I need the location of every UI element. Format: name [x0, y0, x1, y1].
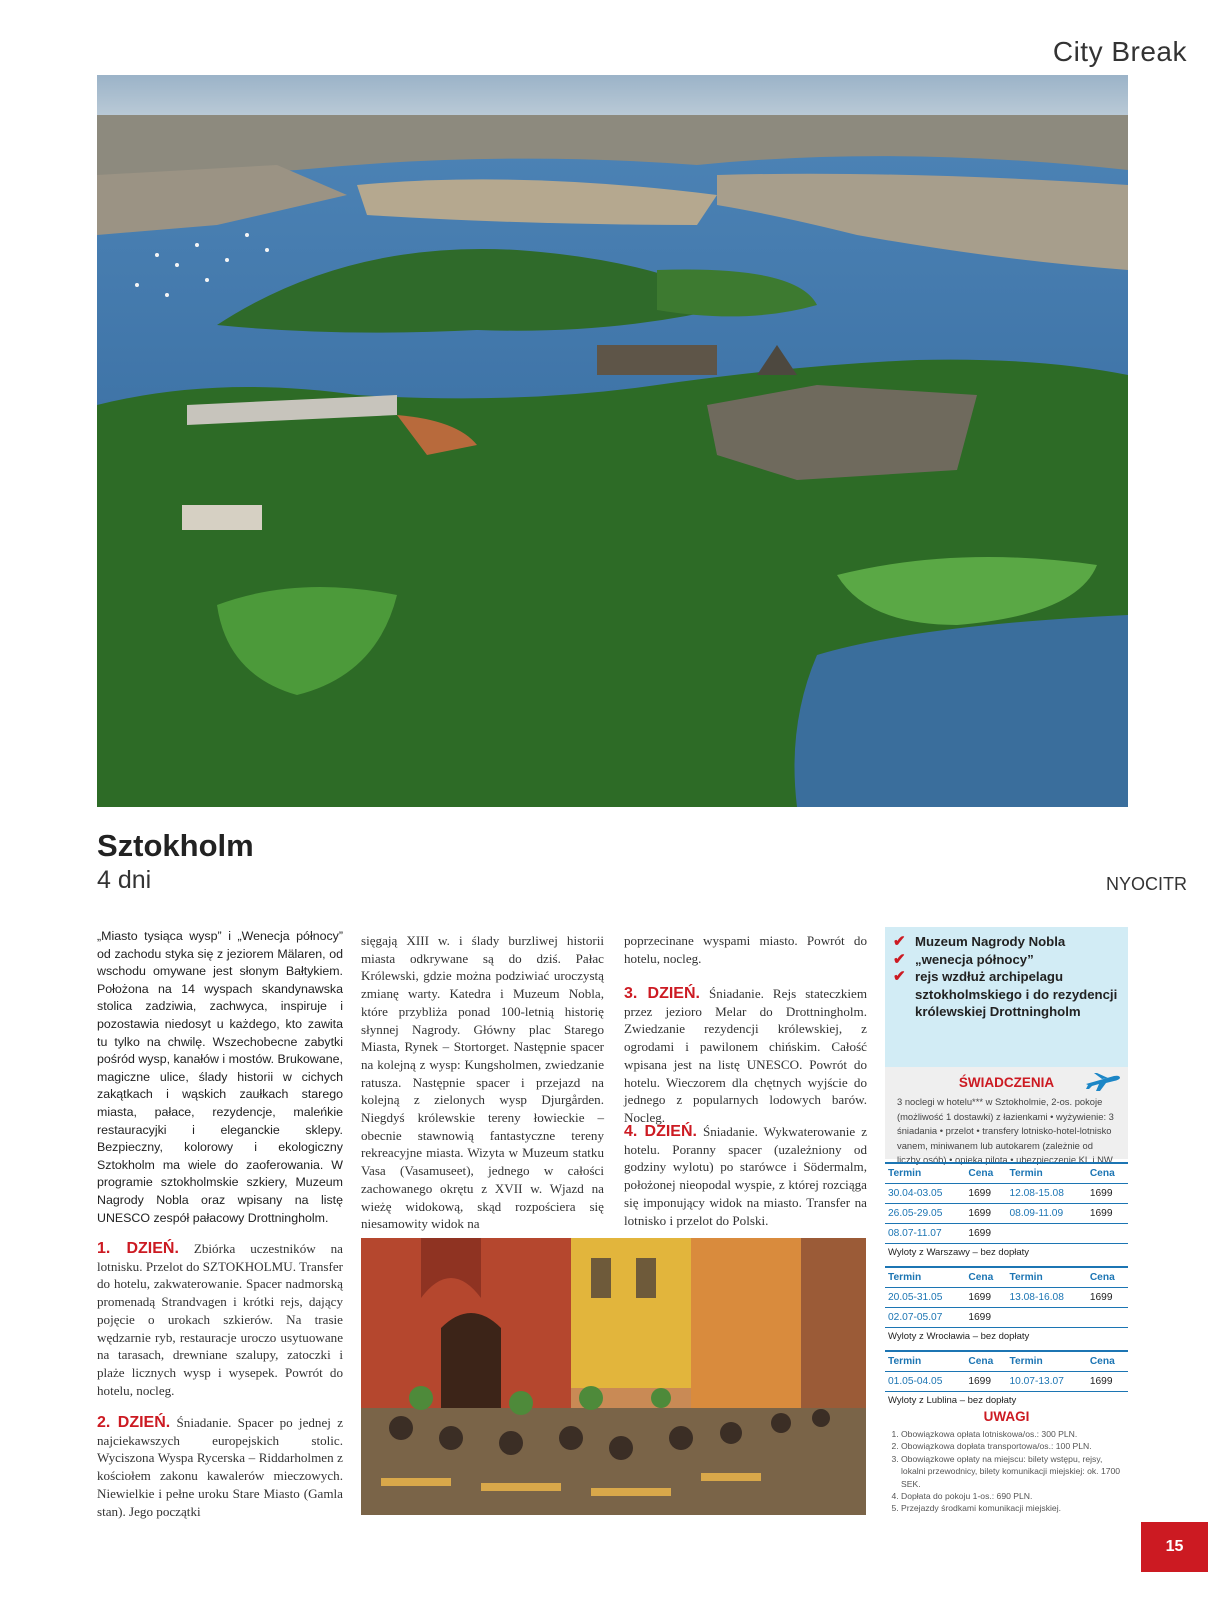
remarks-list [885, 1428, 1128, 1515]
day-2-text: Śniadanie. Spacer po jednej z najciekawszych europejskich stolic. Wyciszona Wyspa Rycerska – Riddarholmen z kościołem zakonu kawalerów mieczowych. Niewielkie i pełne uroku Stare Miasto (Gamla stan). Jego początki [97, 1415, 344, 1519]
services-title: ŚWIADCZENIA [958, 1075, 1055, 1090]
day-2-heading: 2. DZIEŃ. [97, 1414, 171, 1431]
day-3-text: Śniadanie. Rejs stateczkiem przez jezioro Melar do Drottningholm. Zwiedzanie rezydencji królewskiej, z ogrodami i pawilonem chińskim. Całość wpisana jest na listę UNESCO. Powrót do hotelu. Wieczorem dla chętnych wyjście do jednego z popularnych lodowych barów. Nocleg. [624, 986, 868, 1125]
stockholm-aerial-photo [97, 75, 1128, 807]
table-row: 01.05-04.05 1699 10.07-13.07 1699 [885, 1372, 1128, 1392]
tour-title: Sztokholm [97, 828, 254, 863]
departure-note: Wyloty z Wrocławia – bez dopłaty [888, 1331, 1030, 1342]
check-icon: ✔ [893, 950, 906, 968]
highlight-item: ✔ rejs wzdłuż archipelagu sztokholmskiego i do rezydencji królewskiej Drottningholm [893, 968, 1118, 1020]
table-row: 02.07-05.07 1699 [885, 1308, 1128, 1328]
list-item: 3. Obowiązkowe opłaty na miejscu: bilety wstępu, rejsy, lokalni przewodnicy, bilety komunikacji miejskiej: ok. 1700 SEK. [901, 1453, 1128, 1490]
table-row: 08.07-11.07 1699 [885, 1224, 1128, 1244]
list-item: 2. Obowiązkowa dopłata transportowa/os.: 100 PLN. [901, 1440, 1128, 1452]
highlights-box [885, 927, 1128, 1067]
day-1-heading: 1. DZIEŃ. [97, 1240, 179, 1257]
table-row: 20.05-31.05 1699 13.08-16.08 1699 [885, 1288, 1128, 1308]
price-header-row: Termin Cena Termin Cena [885, 1351, 1128, 1372]
day-4 [624, 1123, 867, 1229]
price-table-lublin [885, 1350, 1128, 1409]
old-town-cafe-photo [361, 1238, 866, 1515]
day-4-text: Śniadanie. Wykwaterowanie z hotelu. Poranny spacer (uzależniony od godziny wylotu) po starówce i Södermalm, położonej nieopodal wyspie, z której rozciąga się imponujący widok na miasto. Transfer na lotnisko i przelot do Polski. [624, 1124, 868, 1228]
departure-note: Wyloty z Warszawy – bez dopłaty [888, 1247, 1030, 1258]
list-item: 5. Przejazdy środkami komunikacji miejskiej. [901, 1502, 1128, 1514]
price-header-row: Termin Cena Termin Cena [885, 1163, 1128, 1184]
day-3-heading: 3. DZIEŃ. [624, 985, 700, 1002]
tour-duration: 4 dni [97, 866, 152, 894]
price-table-wroclaw [885, 1266, 1128, 1345]
intro-text: „Miasto tysiąca wysp” i „Wenecja północy” od zachodu styka się z jeziorem Mälaren, od wschodu omywane jest słonym Bałtykiem. Położona na 14 wyspach skandynawska stolica zadziwia, zachwyca, inspiruje i pozostawia niedosyt u każdego, kto zawita tu tylko na chwilę. Wszechobecne zabytki pośród wysp, kanałów i mostów. Brukowane, magiczne ulice, ślady historii w cichych zakątkach i wąskich zaułkach starego miasta, pałace, rezydencje, maleńkie restauracyjki i eleganckie sklepy. Bezpieczny, kolorowy i ekologiczny Sztokholm ma wiele do zaoferowania. W programie sztokholmskie szkiery, Muzeum Nagrody Nobla oraz wpisany na listę UNESCO zespół pałacowy Drottningholm. [97, 929, 343, 1225]
day-3 [624, 985, 867, 1127]
check-icon: ✔ [893, 933, 906, 950]
services-box [885, 1067, 1128, 1165]
day-2 [97, 1414, 343, 1520]
check-icon: ✔ [893, 968, 906, 986]
list-item: 4. Dopłata do pokoju 1-os.: 690 PLN. [901, 1490, 1128, 1502]
day-1 [97, 1240, 343, 1399]
highlight-item: ✔ Muzeum Nagrody Nobla [893, 933, 1066, 950]
price-table-warszawa [885, 1162, 1128, 1261]
table-row: 30.04-03.05 1699 12.08-15.08 1699 [885, 1184, 1128, 1204]
day-2-end: poprzecinane wyspami miasto. Powrót do hotelu, nocleg. [624, 933, 867, 966]
tour-code: NYOCITR [1106, 874, 1187, 894]
services-text: 3 noclegi w hotelu*** w Sztokholmie, 2-os. pokoje (możliwość 1 dostawki) z łazienkami • wyżywienie: 3 śniadania • przelot • transfery lotnisko-hotel-lotnisko vanem, miniwanem lub autokarem (zależnie od liczby osób) • opieka pilota • ubezpieczenie KL i NW [897, 1096, 1114, 1165]
section-label: City Break [1052, 36, 1187, 67]
remarks-title: UWAGI [983, 1409, 1030, 1424]
day-2-continued: sięgają XIII w. i ślady burzliwej historii miasta odkrywane są do dziś. Pałac Królewski, gdzie można podziwiać uroczystą zmianę warty. Katedra i Muzeum Nobla, które przybliża ponad 100-letnią historię słynnej Nagrody. Główny plac Starego Miasta, Rynek – Stortorget. Następnie spacer na kolejną z wysp: Kungsholmen, zwiedzanie ratusza. Następnie spacer i przejazd na kolejną z zielonych wysp Djurgården. Niegdyś królewskie tereny łowieckie – obecnie stawnowią fantastyczne tereny rekreacyjne miasta. Wizyta w Muzeum statku Vasa (Vasamuseet), jednego w całości zachowanego okrętu z XVII w. Wjazd na wieżę widokową, skąd rozpościera się niesamowity widok na [361, 933, 604, 1232]
page-number: 15 [1141, 1522, 1208, 1572]
highlight-item: ✔ „wenecja północy” [893, 950, 1034, 968]
airplane-icon [1084, 1071, 1122, 1093]
day-4-heading: 4. DZIEŃ. [624, 1123, 697, 1140]
day-1-text: Zbiórka uczestników na lotnisku. Przelot do SZTOKHOLMU. Transfer do hotelu, zakwaterowanie. Spacer nadmorską promenadą Strandvagen i krótki rejs, dający pojęcie o urokach szkierów. Na trasie wędzarnie ryb, restauracje uroczo usytuowane na tarasach, drewniane szalupy, zatoczki i plaże licznych wysp i wysepek. Powrót do hotelu, nocleg. [97, 1241, 343, 1398]
list-item: 1. Obowiązkowa opłata lotniskowa/os.: 300 PLN. [901, 1428, 1128, 1440]
departure-note: Wyloty z Lublina – bez dopłaty [888, 1395, 1017, 1406]
table-row: 26.05-29.05 1699 08.09-11.09 1699 [885, 1204, 1128, 1224]
price-header-row: Termin Cena Termin Cena [885, 1267, 1128, 1288]
